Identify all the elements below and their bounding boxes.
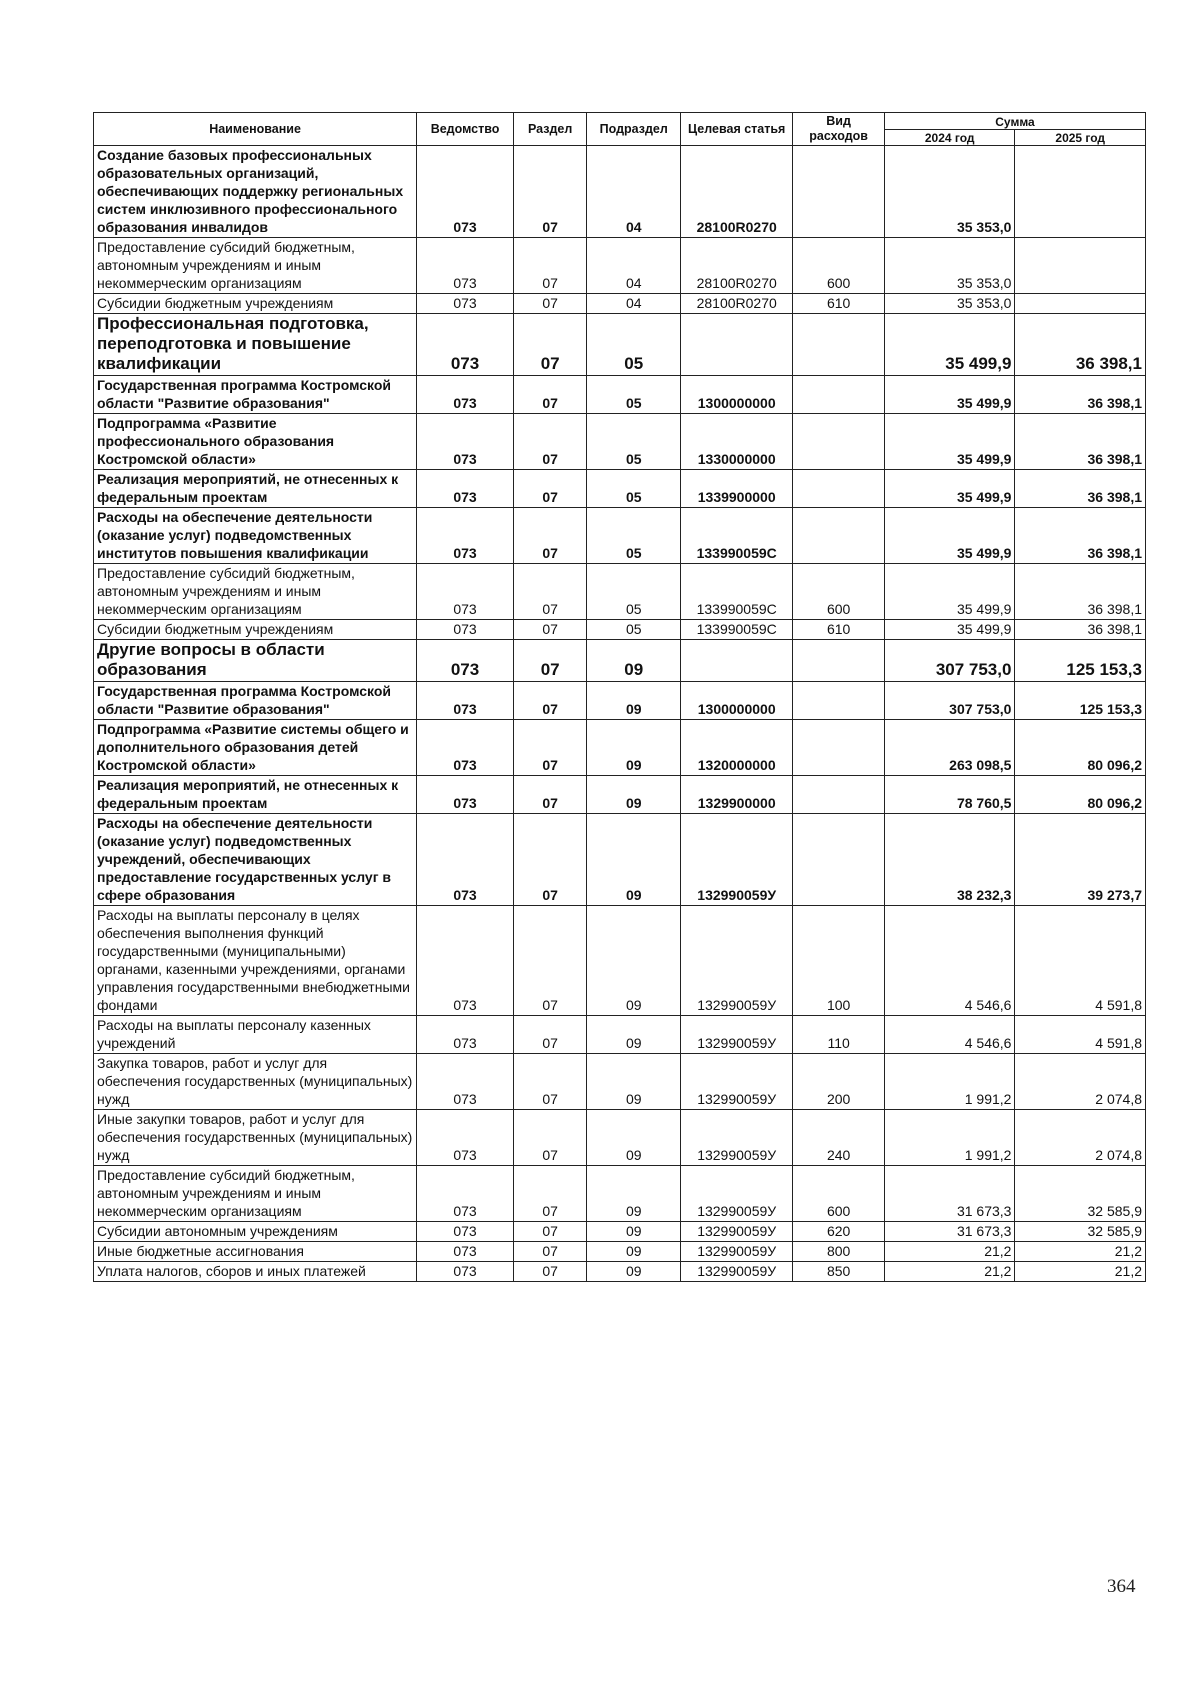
cell-name: Создание базовых профессиональных образовательных организаций, обеспечивающих поддержку региональных систем инклюзивного профессионального образования инвалидов xyxy=(94,146,417,238)
cell-expense-type xyxy=(793,376,885,414)
budget-table-container xyxy=(93,112,1146,1282)
cell-dept: 073 xyxy=(417,1242,514,1262)
cell-sum-2025: 36 398,1 xyxy=(1015,620,1146,640)
cell-sum-2024: 1 991,2 xyxy=(884,1054,1014,1110)
cell-sum-2025: 80 096,2 xyxy=(1015,776,1146,814)
table-row xyxy=(94,906,1146,1016)
cell-sum-2025: 36 398,1 xyxy=(1015,314,1146,376)
cell-name: Расходы на обеспечение деятельности (оказание услуг) подведомственных институтов повышения квалификации xyxy=(94,508,417,564)
table-row xyxy=(94,146,1146,238)
table-row xyxy=(94,294,1146,314)
header-year-2024: 2024 год xyxy=(884,130,1014,146)
budget-table xyxy=(93,112,1146,1282)
header-year-2025: 2025 год xyxy=(1015,130,1146,146)
cell-sum-2025: 4 591,8 xyxy=(1015,906,1146,1016)
cell-section: 07 xyxy=(513,294,586,314)
cell-sum-2025: 36 398,1 xyxy=(1015,508,1146,564)
cell-section: 07 xyxy=(513,1054,586,1110)
cell-target: 132990059У xyxy=(681,1222,793,1242)
cell-dept: 073 xyxy=(417,640,514,682)
cell-section: 07 xyxy=(513,720,586,776)
cell-expense-type: 800 xyxy=(793,1242,885,1262)
cell-subsection: 09 xyxy=(587,906,681,1016)
cell-name: Государственная программа Костромской области "Развитие образования" xyxy=(94,682,417,720)
cell-target: 132990059У xyxy=(681,1110,793,1166)
table-row xyxy=(94,1016,1146,1054)
cell-target: 1329900000 xyxy=(681,776,793,814)
table-row xyxy=(94,720,1146,776)
cell-sum-2024: 35 499,9 xyxy=(884,314,1014,376)
cell-sum-2025: 4 591,8 xyxy=(1015,1016,1146,1054)
table-row xyxy=(94,508,1146,564)
table-row xyxy=(94,1054,1146,1110)
cell-subsection: 09 xyxy=(587,682,681,720)
table-row xyxy=(94,682,1146,720)
cell-name: Субсидии автономным учреждениям xyxy=(94,1222,417,1242)
cell-dept: 073 xyxy=(417,1262,514,1282)
cell-sum-2024: 4 546,6 xyxy=(884,1016,1014,1054)
cell-section: 07 xyxy=(513,1222,586,1242)
cell-subsection: 09 xyxy=(587,814,681,906)
table-row xyxy=(94,470,1146,508)
cell-expense-type xyxy=(793,508,885,564)
table-row xyxy=(94,376,1146,414)
table-row xyxy=(94,776,1146,814)
cell-subsection: 09 xyxy=(587,1262,681,1282)
cell-target: 132990059У xyxy=(681,1262,793,1282)
cell-expense-type: 610 xyxy=(793,620,885,640)
cell-section: 07 xyxy=(513,146,586,238)
cell-target xyxy=(681,314,793,376)
cell-dept: 073 xyxy=(417,776,514,814)
cell-expense-type: 600 xyxy=(793,564,885,620)
header-name: Наименование xyxy=(94,113,417,146)
cell-sum-2025 xyxy=(1015,238,1146,294)
cell-section: 07 xyxy=(513,414,586,470)
page-number: 364 xyxy=(1107,1576,1136,1597)
cell-sum-2025: 39 273,7 xyxy=(1015,814,1146,906)
cell-sum-2025: 125 153,3 xyxy=(1015,640,1146,682)
cell-name: Иные бюджетные ассигнования xyxy=(94,1242,417,1262)
table-row xyxy=(94,1166,1146,1222)
cell-dept: 073 xyxy=(417,1222,514,1242)
cell-section: 07 xyxy=(513,314,586,376)
cell-sum-2024: 31 673,3 xyxy=(884,1222,1014,1242)
cell-expense-type: 620 xyxy=(793,1222,885,1242)
cell-sum-2025: 2 074,8 xyxy=(1015,1054,1146,1110)
cell-section: 07 xyxy=(513,640,586,682)
cell-name: Иные закупки товаров, работ и услуг для обеспечения государственных (муниципальных) нужд xyxy=(94,1110,417,1166)
cell-expense-type: 850 xyxy=(793,1262,885,1282)
table-row xyxy=(94,1110,1146,1166)
cell-dept: 073 xyxy=(417,906,514,1016)
cell-subsection: 04 xyxy=(587,146,681,238)
cell-sum-2024: 21,2 xyxy=(884,1242,1014,1262)
cell-section: 07 xyxy=(513,376,586,414)
header-target: Целевая статья xyxy=(681,113,793,146)
cell-name: Реализация мероприятий, не отнесенных к федеральным проектам xyxy=(94,776,417,814)
cell-subsection: 09 xyxy=(587,1242,681,1262)
cell-subsection: 05 xyxy=(587,620,681,640)
cell-expense-type: 600 xyxy=(793,1166,885,1222)
cell-sum-2024: 35 499,9 xyxy=(884,376,1014,414)
cell-subsection: 09 xyxy=(587,776,681,814)
table-row xyxy=(94,814,1146,906)
cell-sum-2024: 35 353,0 xyxy=(884,294,1014,314)
cell-expense-type: 610 xyxy=(793,294,885,314)
cell-expense-type: 200 xyxy=(793,1054,885,1110)
cell-expense-type: 100 xyxy=(793,906,885,1016)
cell-target: 1320000000 xyxy=(681,720,793,776)
cell-dept: 073 xyxy=(417,620,514,640)
cell-expense-type xyxy=(793,776,885,814)
cell-expense-type xyxy=(793,720,885,776)
cell-section: 07 xyxy=(513,238,586,294)
cell-subsection: 05 xyxy=(587,470,681,508)
cell-target: 1300000000 xyxy=(681,376,793,414)
cell-name: Другие вопросы в области образования xyxy=(94,640,417,682)
cell-section: 07 xyxy=(513,470,586,508)
header-expense-type: Вид расходов xyxy=(793,113,885,146)
cell-dept: 073 xyxy=(417,814,514,906)
cell-sum-2024: 31 673,3 xyxy=(884,1166,1014,1222)
cell-target: 28100R0270 xyxy=(681,294,793,314)
cell-dept: 073 xyxy=(417,376,514,414)
cell-sum-2024: 35 353,0 xyxy=(884,146,1014,238)
cell-section: 07 xyxy=(513,814,586,906)
cell-dept: 073 xyxy=(417,1110,514,1166)
cell-section: 07 xyxy=(513,1016,586,1054)
cell-sum-2025: 32 585,9 xyxy=(1015,1222,1146,1242)
cell-target: 133990059С xyxy=(681,564,793,620)
cell-sum-2024: 263 098,5 xyxy=(884,720,1014,776)
cell-name: Расходы на обеспечение деятельности (оказание услуг) подведомственных учреждений, обеспечивающих предоставление государственных услуг в сфере образования xyxy=(94,814,417,906)
cell-sum-2025: 36 398,1 xyxy=(1015,414,1146,470)
cell-sum-2025: 21,2 xyxy=(1015,1262,1146,1282)
cell-subsection: 05 xyxy=(587,376,681,414)
cell-sum-2024: 1 991,2 xyxy=(884,1110,1014,1166)
cell-sum-2024: 35 499,9 xyxy=(884,508,1014,564)
cell-section: 07 xyxy=(513,682,586,720)
cell-name: Уплата налогов, сборов и иных платежей xyxy=(94,1262,417,1282)
cell-dept: 073 xyxy=(417,238,514,294)
cell-sum-2024: 21,2 xyxy=(884,1262,1014,1282)
header-section: Раздел xyxy=(513,113,586,146)
cell-dept: 073 xyxy=(417,508,514,564)
cell-sum-2025 xyxy=(1015,294,1146,314)
cell-dept: 073 xyxy=(417,564,514,620)
cell-section: 07 xyxy=(513,564,586,620)
table-body xyxy=(94,146,1146,1282)
cell-subsection: 09 xyxy=(587,1222,681,1242)
cell-expense-type xyxy=(793,414,885,470)
cell-dept: 073 xyxy=(417,1054,514,1110)
cell-sum-2024: 38 232,3 xyxy=(884,814,1014,906)
cell-subsection: 09 xyxy=(587,640,681,682)
cell-name: Профессиональная подготовка, переподготовка и повышение квалификации xyxy=(94,314,417,376)
cell-target: 1339900000 xyxy=(681,470,793,508)
cell-expense-type xyxy=(793,146,885,238)
cell-sum-2024: 35 499,9 xyxy=(884,564,1014,620)
cell-name: Субсидии бюджетным учреждениям xyxy=(94,294,417,314)
cell-name: Предоставление субсидий бюджетным, автономным учреждениям и иным некоммерческим организациям xyxy=(94,238,417,294)
header-sum: Сумма xyxy=(884,113,1145,130)
cell-name: Субсидии бюджетным учреждениям xyxy=(94,620,417,640)
cell-section: 07 xyxy=(513,1242,586,1262)
cell-name: Расходы на выплаты персоналу в целях обеспечения выполнения функций государственными (муниципальными) органами, казенными учреждениями, органами управления государственными внебюджетными фондами xyxy=(94,906,417,1016)
table-row xyxy=(94,640,1146,682)
cell-target: 132990059У xyxy=(681,1166,793,1222)
cell-target: 132990059У xyxy=(681,1016,793,1054)
cell-expense-type xyxy=(793,314,885,376)
cell-name: Подпрограмма «Развитие профессионального образования Костромской области» xyxy=(94,414,417,470)
table-row xyxy=(94,564,1146,620)
cell-expense-type xyxy=(793,640,885,682)
table-row xyxy=(94,1242,1146,1262)
cell-target: 133990059С xyxy=(681,508,793,564)
cell-section: 07 xyxy=(513,776,586,814)
cell-sum-2025 xyxy=(1015,146,1146,238)
cell-section: 07 xyxy=(513,1110,586,1166)
cell-expense-type: 240 xyxy=(793,1110,885,1166)
table-row xyxy=(94,314,1146,376)
cell-sum-2025: 32 585,9 xyxy=(1015,1166,1146,1222)
cell-name: Предоставление субсидий бюджетным, автономным учреждениям и иным некоммерческим организациям xyxy=(94,1166,417,1222)
cell-subsection: 04 xyxy=(587,238,681,294)
cell-dept: 073 xyxy=(417,682,514,720)
cell-subsection: 09 xyxy=(587,1016,681,1054)
cell-target: 28100R0270 xyxy=(681,146,793,238)
table-row xyxy=(94,1222,1146,1242)
cell-target: 1300000000 xyxy=(681,682,793,720)
cell-dept: 073 xyxy=(417,146,514,238)
cell-section: 07 xyxy=(513,906,586,1016)
cell-sum-2024: 35 499,9 xyxy=(884,470,1014,508)
table-header xyxy=(94,113,1146,146)
cell-target: 132990059У xyxy=(681,1054,793,1110)
cell-target xyxy=(681,640,793,682)
cell-subsection: 09 xyxy=(587,1166,681,1222)
cell-subsection: 05 xyxy=(587,564,681,620)
cell-expense-type: 600 xyxy=(793,238,885,294)
cell-target: 132990059У xyxy=(681,814,793,906)
header-dept: Ведомство xyxy=(417,113,514,146)
cell-name: Закупка товаров, работ и услуг для обеспечения государственных (муниципальных) нужд xyxy=(94,1054,417,1110)
cell-target: 133990059С xyxy=(681,620,793,640)
table-row xyxy=(94,1262,1146,1282)
cell-name: Подпрограмма «Развитие системы общего и дополнительного образования детей Костромской области» xyxy=(94,720,417,776)
cell-subsection: 05 xyxy=(587,414,681,470)
cell-sum-2025: 36 398,1 xyxy=(1015,564,1146,620)
table-row xyxy=(94,238,1146,294)
cell-sum-2024: 35 499,9 xyxy=(884,414,1014,470)
cell-dept: 073 xyxy=(417,1166,514,1222)
header-subsection: Подраздел xyxy=(587,113,681,146)
cell-section: 07 xyxy=(513,508,586,564)
cell-sum-2024: 307 753,0 xyxy=(884,682,1014,720)
cell-target: 132990059У xyxy=(681,1242,793,1262)
cell-dept: 073 xyxy=(417,1016,514,1054)
cell-expense-type xyxy=(793,814,885,906)
cell-sum-2024: 4 546,6 xyxy=(884,906,1014,1016)
cell-expense-type: 110 xyxy=(793,1016,885,1054)
cell-sum-2024: 35 499,9 xyxy=(884,620,1014,640)
cell-expense-type xyxy=(793,682,885,720)
cell-section: 07 xyxy=(513,1262,586,1282)
cell-subsection: 09 xyxy=(587,1054,681,1110)
cell-section: 07 xyxy=(513,620,586,640)
cell-name: Расходы на выплаты персоналу казенных учреждений xyxy=(94,1016,417,1054)
cell-sum-2025: 36 398,1 xyxy=(1015,470,1146,508)
cell-target: 132990059У xyxy=(681,906,793,1016)
cell-sum-2024: 35 353,0 xyxy=(884,238,1014,294)
cell-dept: 073 xyxy=(417,294,514,314)
cell-target: 28100R0270 xyxy=(681,238,793,294)
cell-section: 07 xyxy=(513,1166,586,1222)
cell-sum-2024: 307 753,0 xyxy=(884,640,1014,682)
cell-name: Реализация мероприятий, не отнесенных к федеральным проектам xyxy=(94,470,417,508)
cell-target: 1330000000 xyxy=(681,414,793,470)
cell-dept: 073 xyxy=(417,470,514,508)
cell-dept: 073 xyxy=(417,414,514,470)
cell-sum-2025: 2 074,8 xyxy=(1015,1110,1146,1166)
cell-name: Государственная программа Костромской области "Развитие образования" xyxy=(94,376,417,414)
cell-sum-2025: 80 096,2 xyxy=(1015,720,1146,776)
cell-subsection: 09 xyxy=(587,720,681,776)
cell-sum-2025: 36 398,1 xyxy=(1015,376,1146,414)
cell-expense-type xyxy=(793,470,885,508)
cell-sum-2025: 125 153,3 xyxy=(1015,682,1146,720)
cell-name: Предоставление субсидий бюджетным, автономным учреждениям и иным некоммерческим организациям xyxy=(94,564,417,620)
cell-subsection: 09 xyxy=(587,1110,681,1166)
cell-subsection: 05 xyxy=(587,508,681,564)
cell-sum-2024: 78 760,5 xyxy=(884,776,1014,814)
cell-sum-2025: 21,2 xyxy=(1015,1242,1146,1262)
cell-dept: 073 xyxy=(417,314,514,376)
table-row xyxy=(94,620,1146,640)
cell-subsection: 05 xyxy=(587,314,681,376)
table-row xyxy=(94,414,1146,470)
cell-subsection: 04 xyxy=(587,294,681,314)
cell-dept: 073 xyxy=(417,720,514,776)
